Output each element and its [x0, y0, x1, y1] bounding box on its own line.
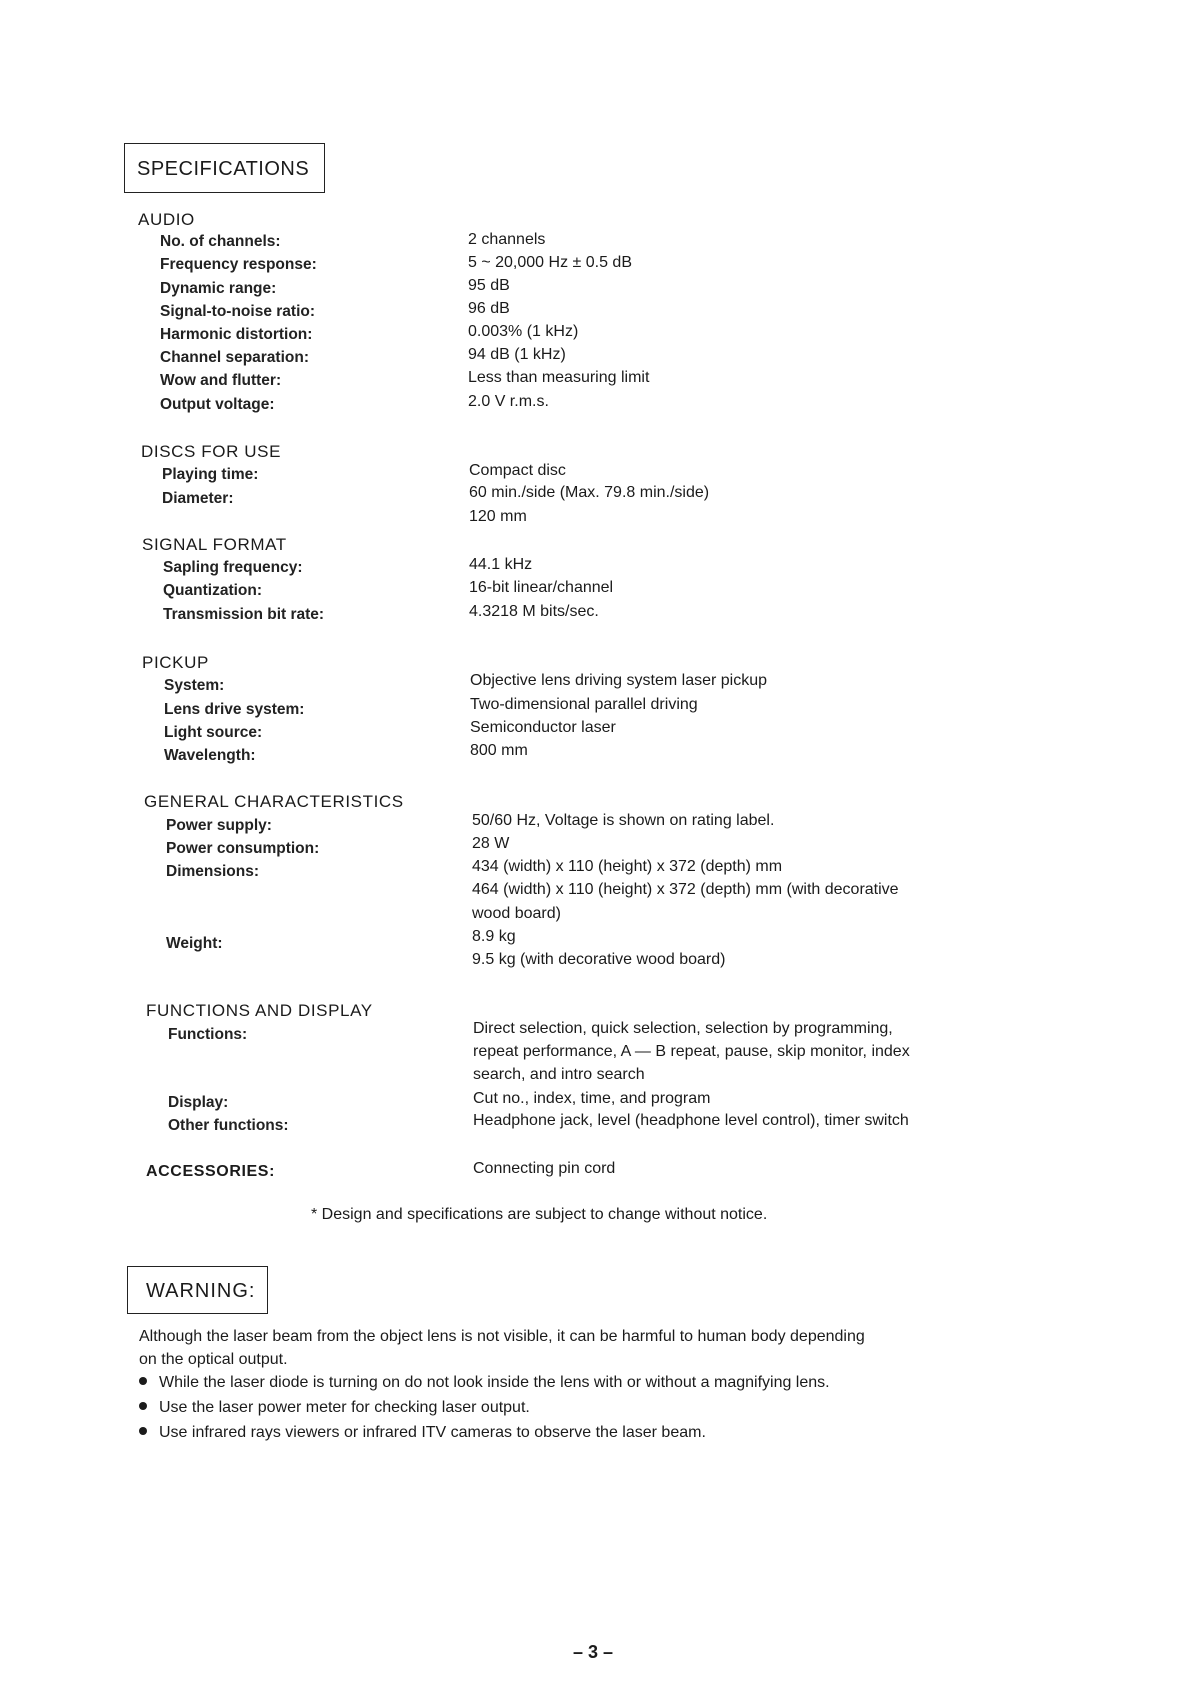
spec-label: Signal-to-noise ratio:	[160, 303, 315, 320]
spec-value: 50/60 Hz, Voltage is shown on rating label.	[472, 812, 775, 829]
spec-label: System:	[164, 677, 225, 694]
spec-value: 464 (width) x 110 (height) x 372 (depth) mm (with decorative	[472, 881, 899, 898]
pickup-heading: PICKUP	[142, 653, 209, 672]
audio-heading: AUDIO	[138, 210, 195, 229]
discs-heading: DISCS FOR USE	[141, 442, 282, 461]
warning-bullet-text: While the laser diode is turning on do not look inside the lens with or without a magnifying lens.	[159, 1374, 830, 1391]
spec-value: 800 mm	[470, 742, 528, 759]
spec-value: 2.0 V r.m.s.	[468, 393, 549, 410]
spec-label: Playing time:	[162, 466, 259, 483]
warning-bullet	[139, 1374, 830, 1392]
warning-bullet-text: Use infrared rays viewers or infrared ITV cameras to observe the laser beam.	[159, 1424, 706, 1441]
bullet-icon	[139, 1427, 147, 1435]
spec-label: Harmonic distortion:	[160, 326, 313, 343]
spec-value: 28 W	[472, 835, 510, 852]
spec-label: No. of channels:	[160, 233, 281, 250]
spec-value: Compact disc	[469, 462, 566, 479]
functions-heading: FUNCTIONS AND DISPLAY	[146, 1001, 373, 1020]
spec-value: Cut no., index, time, and program	[473, 1090, 711, 1107]
spec-value: Direct selection, quick selection, selection by programming,	[473, 1020, 893, 1037]
spec-value: 4.3218 M bits/sec.	[469, 603, 599, 620]
spec-value: 0.003% (1 kHz)	[468, 323, 579, 340]
spec-label: Power consumption:	[166, 840, 320, 857]
spec-value: Less than measuring limit	[468, 369, 650, 386]
spec-value: 44.1 kHz	[469, 556, 533, 573]
spec-label: Weight:	[166, 935, 223, 952]
spec-label: Channel separation:	[160, 349, 309, 366]
spec-value: Semiconductor laser	[470, 719, 616, 736]
warning-bullet	[139, 1424, 706, 1442]
spec-label: Output voltage:	[160, 396, 275, 413]
bullet-icon	[139, 1377, 147, 1385]
spec-label: Transmission bit rate:	[163, 606, 325, 623]
spec-label: Dimensions:	[166, 863, 260, 880]
spec-label: Sapling frequency:	[163, 559, 303, 576]
spec-value: Headphone jack, level (headphone level control), timer switch	[473, 1112, 909, 1129]
spec-label: Other functions:	[168, 1117, 289, 1134]
bullet-icon	[139, 1402, 147, 1410]
spec-label: Display:	[168, 1094, 229, 1111]
spec-value: 95 dB	[468, 277, 510, 294]
change-notice: * Design and specifications are subject to change without notice.	[311, 1206, 768, 1223]
page-number: – 3 –	[573, 1642, 614, 1662]
spec-value: 8.9 kg	[472, 928, 516, 945]
general-heading: GENERAL CHARACTERISTICS	[144, 792, 404, 811]
warning-intro: on the optical output.	[139, 1351, 288, 1368]
warning-intro: Although the laser beam from the object lens is not visible, it can be harmful to human body depending	[139, 1328, 865, 1345]
spec-value: Objective lens driving system laser pickup	[470, 672, 768, 689]
spec-label: Diameter:	[162, 490, 234, 507]
spec-label: Light source:	[164, 724, 263, 741]
spec-label: Functions:	[168, 1026, 248, 1043]
spec-label: Power supply:	[166, 817, 272, 834]
spec-value: 96 dB	[468, 300, 510, 317]
warning-title: WARNING:	[127, 1266, 268, 1314]
spec-label: Quantization:	[163, 582, 263, 599]
spec-label: Frequency response:	[160, 256, 317, 273]
signal-heading: SIGNAL FORMAT	[142, 535, 287, 554]
spec-label: Wavelength:	[164, 747, 256, 764]
warning-bullet-text: Use the laser power meter for checking laser output.	[159, 1399, 530, 1416]
spec-value: 60 min./side (Max. 79.8 min./side)	[469, 484, 710, 501]
spec-value: 2 channels	[468, 231, 546, 248]
spec-label: Lens drive system:	[164, 701, 305, 718]
spec-value: 16-bit linear/channel	[469, 579, 614, 596]
spec-value: 5 ~ 20,000 Hz ± 0.5 dB	[468, 254, 632, 271]
spec-label: Dynamic range:	[160, 280, 277, 297]
spec-value: 434 (width) x 110 (height) x 372 (depth) mm	[472, 858, 783, 875]
warning-bullet	[139, 1399, 530, 1417]
spec-value: 120 mm	[469, 508, 527, 525]
accessories-heading: ACCESSORIES:	[146, 1163, 275, 1180]
spec-label: Wow and flutter:	[160, 372, 282, 389]
spec-value: 94 dB (1 kHz)	[468, 346, 566, 363]
spec-value: wood board)	[472, 905, 561, 922]
specifications-title: SPECIFICATIONS	[124, 143, 325, 193]
spec-value: Two-dimensional parallel driving	[470, 696, 698, 713]
spec-value: 9.5 kg (with decorative wood board)	[472, 951, 726, 968]
spec-value: repeat performance, A — B repeat, pause, skip monitor, index	[473, 1043, 910, 1060]
spec-value: search, and intro search	[473, 1066, 645, 1083]
spec-value: Connecting pin cord	[473, 1160, 616, 1177]
